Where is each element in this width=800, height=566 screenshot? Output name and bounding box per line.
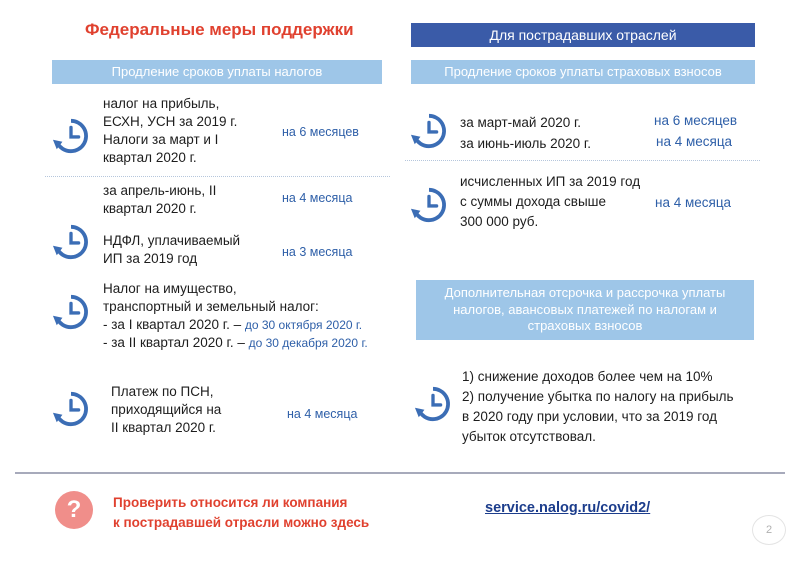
right-item-1: [460, 112, 640, 154]
right-item-1-line1: за март-май 2020 г.: [460, 115, 582, 130]
left-item-4: [103, 280, 403, 352]
right-item-2-term: на 4 месяца: [655, 195, 732, 210]
dotted-divider: [405, 160, 760, 161]
left-item-3-term: на 3 месяца: [282, 245, 353, 259]
right-item-2: [460, 172, 660, 232]
right-item-1-term1: на 6 месяцев: [654, 113, 738, 128]
clock-arrow-icon: [410, 186, 448, 224]
left-item-1-term: на 6 месяцев: [282, 125, 359, 139]
left-item-4-date4: до 30 декабря 2020 г.: [248, 336, 368, 350]
conditions-list: [462, 367, 762, 447]
condition-2-line2: в 2020 году при условии, что за 2019 год: [462, 409, 717, 424]
clock-arrow-icon: [414, 385, 452, 423]
clock-arrow-icon: [52, 390, 90, 428]
left-item-4-row4: [103, 334, 403, 352]
left-banner: Продление сроков уплаты налогов: [52, 60, 382, 84]
deferral-banner-line2: налогов, авансовых платежей по налогам и: [453, 301, 717, 317]
section-divider: [15, 472, 785, 474]
left-item-2-line1: за апрель-июнь, II: [103, 183, 217, 198]
left-item-4-line3: - за I квартал 2020 г. –: [103, 317, 242, 332]
covid-service-link[interactable]: service.nalog.ru/covid2/: [485, 500, 651, 516]
right-item-2-line1: исчисленных ИП за 2019 год: [460, 174, 641, 189]
page-title: Федеральные меры поддержки: [85, 20, 354, 39]
left-item-2-line2: квартал 2020 г.: [103, 201, 197, 216]
condition-2-line3: убыток отсутствовал.: [462, 429, 596, 444]
left-item-5: [111, 383, 281, 437]
dotted-divider: [45, 176, 390, 177]
right-item-1-line2: за июнь-июль 2020 г.: [460, 136, 591, 151]
question-icon: ?: [55, 491, 93, 529]
right-header-banner: Для пострадавших отраслей: [411, 23, 755, 47]
left-item-3-line2: ИП за 2019 год: [103, 251, 198, 266]
left-item-4-line4: - за II квартал 2020 г. –: [103, 335, 245, 350]
left-item-3-line1: НДФЛ, уплачиваемый: [103, 233, 241, 248]
deferral-banner-line1: Дополнительная отсрочка и рассрочка уплаты: [444, 284, 726, 300]
clock-arrow-icon: [52, 223, 90, 261]
left-item-5-term: на 4 месяца: [287, 407, 358, 421]
deferral-banner: [416, 280, 754, 340]
left-item-1-line1: налог на прибыль,: [103, 96, 220, 111]
check-industry-text: [113, 493, 413, 533]
left-item-2: [103, 182, 273, 218]
right-item-2-line3: 300 000 руб.: [460, 214, 539, 229]
left-item-3: [103, 232, 273, 268]
left-item-4-line1: Налог на имущество,: [103, 281, 237, 296]
right-item-1-term2: на 4 месяца: [656, 134, 733, 149]
left-item-1-line4: квартал 2020 г.: [103, 150, 197, 165]
left-item-2-term: на 4 месяца: [282, 191, 353, 205]
left-item-1-line2: ЕСХН, УСН за 2019 г.: [103, 114, 238, 129]
left-item-5-line1: Платеж по ПСН,: [111, 384, 214, 399]
left-item-5-line2: приходящийся на: [111, 402, 222, 417]
clock-arrow-icon: [52, 117, 90, 155]
left-item-4-date3: до 30 октября 2020 г.: [244, 318, 363, 332]
clock-arrow-icon: [410, 112, 448, 150]
condition-1: 1) снижение доходов более чем на 10%: [462, 369, 713, 384]
clock-arrow-icon: [52, 293, 90, 331]
right-banner: Продление сроков уплаты страховых взносов: [411, 60, 755, 84]
left-item-5-line3: II квартал 2020 г.: [111, 420, 216, 435]
right-item-2-line2: с суммы дохода свыше: [460, 194, 607, 209]
page-number: 2: [752, 515, 786, 545]
check-industry-line1: Проверить относится ли компания: [113, 495, 348, 510]
check-industry-line2: к пострадавшей отрасли можно здесь: [113, 515, 370, 530]
deferral-banner-line3: страховых взносов: [527, 318, 643, 334]
condition-2-line1: 2) получение убытка по налогу на прибыль: [462, 389, 734, 404]
left-item-1-line3: Налоги за март и I: [103, 132, 219, 147]
left-item-1: [103, 95, 273, 167]
left-item-4-line2: транспортный и земельный налог:: [103, 299, 319, 314]
left-item-4-row3: [103, 316, 403, 334]
